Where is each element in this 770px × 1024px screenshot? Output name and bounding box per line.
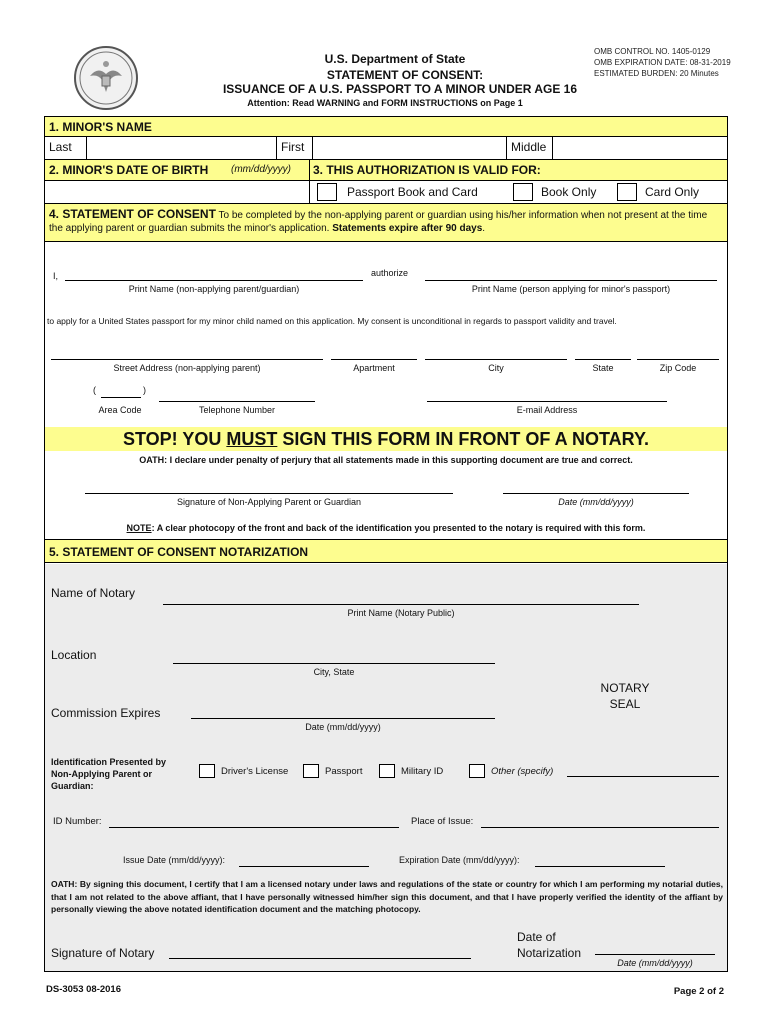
city-field[interactable]	[425, 359, 567, 360]
omb-burden: ESTIMATED BURDEN: 20 Minutes	[594, 69, 719, 78]
book-only-checkbox[interactable]	[513, 183, 533, 201]
page-number: Page 2 of 2	[673, 986, 724, 997]
telephone-field[interactable]	[159, 401, 315, 402]
issue-date-field[interactable]	[239, 866, 369, 867]
form-id: DS-3053 08-2016	[46, 984, 121, 995]
area-paren-open: (	[93, 385, 96, 395]
first-label: First	[277, 137, 313, 159]
id-presented-label: Identification Presented by Non-Applying Parent or Guardian:	[51, 757, 167, 791]
zip-label: Zip Code	[659, 363, 697, 373]
place-of-issue-field[interactable]	[481, 827, 719, 828]
section4-intro: To be completed by the non-applying parent or guardian using his/her information when not present at the time the applying parent or guardian submits the minor's application.	[49, 210, 708, 234]
authorize-label: authorize	[371, 268, 409, 278]
omb-control: OMB CONTROL NO. 1405-0129	[594, 47, 711, 56]
expiration-date-field[interactable]	[535, 866, 665, 867]
zip-field[interactable]	[637, 359, 719, 360]
notary-seal-label-1: NOTARY	[600, 681, 650, 695]
divider	[309, 160, 310, 180]
notary-seal-label-2: SEAL	[609, 697, 641, 711]
note-label: NOTE	[126, 523, 152, 533]
place-of-issue-label: Place of Issue:	[411, 816, 474, 827]
last-name-field[interactable]	[87, 137, 277, 159]
area-paren-close: )	[143, 385, 146, 395]
nonapplying-date-label: Date (mm/dd/yyyy)	[558, 497, 634, 507]
card-only-checkbox[interactable]	[617, 183, 637, 201]
notarization-date-field[interactable]	[595, 954, 715, 955]
stop-banner	[45, 427, 727, 451]
nonapplying-signature-field[interactable]	[85, 493, 453, 494]
stop-text-post: SIGN THIS FORM IN FRONT OF A NOTARY.	[282, 429, 650, 449]
apartment-field[interactable]	[331, 359, 417, 360]
card-only-label: Card Only	[645, 185, 700, 199]
department-seal	[74, 46, 138, 110]
expiration-date-label: Expiration Date (mm/dd/yyyy):	[399, 855, 520, 865]
notary-signature-field[interactable]	[169, 958, 471, 959]
commission-expires-label: Commission Expires	[51, 706, 161, 720]
department-name: U.S. Department of State	[324, 52, 466, 66]
middle-name-field[interactable]	[553, 137, 727, 159]
stop-text-pre: STOP! YOU	[122, 429, 222, 449]
form-body	[44, 116, 728, 972]
form-title-2: ISSUANCE OF A U.S. PASSPORT TO A MINOR UNDER AGE 16	[222, 82, 578, 96]
street-field[interactable]	[51, 359, 323, 360]
nonapplying-name-field[interactable]	[65, 280, 363, 281]
notary-area	[45, 564, 727, 971]
section2-title: 2. MINOR'S DATE OF BIRTH	[49, 163, 209, 177]
area-code-label: Area Code	[98, 405, 142, 415]
section2-3-header	[45, 160, 727, 181]
email-field[interactable]	[427, 401, 667, 402]
city-label: City	[488, 363, 504, 373]
id-number-label: ID Number:	[53, 816, 102, 827]
applying-name-field[interactable]	[425, 280, 717, 281]
military-id-checkbox[interactable]	[379, 764, 395, 778]
nonapplying-signature-label: Signature of Non-Applying Parent or Guardian	[176, 497, 362, 507]
dob-format: (mm/dd/yyyy)	[231, 164, 291, 175]
section1-header: 1. MINOR'S NAME	[45, 117, 727, 137]
notarization-date-label: Date (mm/dd/yyyy)	[617, 958, 693, 968]
other-label: Other (specify)	[491, 766, 554, 777]
section4-header: 4. STATEMENT OF CONSENT To be completed by the non-applying parent or guardian using his/her information when not present at the time the applying parent or guardian submits the minor's application. Statements expire after 90 days.	[45, 204, 727, 242]
book-and-card-label: Passport Book and Card	[347, 185, 478, 199]
section4-title: 4. STATEMENT OF CONSENT	[49, 207, 216, 221]
other-specify-field[interactable]	[567, 776, 719, 777]
minor-name-row	[45, 137, 727, 160]
date-of-label: Date of	[517, 930, 556, 944]
book-and-card-checkbox[interactable]	[317, 183, 337, 201]
area-code-field[interactable]	[101, 397, 141, 398]
passport-label: Passport	[325, 766, 363, 777]
notary-oath: OATH: By signing this document, I certify that I am a licensed notary under laws and regulations of the state or country for which I am performing my notarial duties, that I am not related to the above affiant, that I have personally witnessed him/her sign this document, and that I have properly verified the identity of the affiant by personally viewing the above notated identification document and the matching photocopy.	[51, 879, 723, 914]
note-line	[45, 523, 727, 533]
passport-checkbox[interactable]	[303, 764, 319, 778]
i-label: I,	[53, 271, 59, 281]
issue-date-label: Issue Date (mm/dd/yyyy):	[123, 855, 226, 865]
print-notary-label: Print Name (Notary Public)	[347, 608, 455, 618]
notarization-label: Notarization	[517, 946, 582, 960]
telephone-label: Telephone Number	[198, 405, 276, 415]
book-only-label: Book Only	[541, 185, 597, 199]
eagle-seal-icon	[76, 48, 136, 108]
city-state-label: City, State	[313, 667, 355, 677]
state-label: State	[592, 363, 614, 373]
dob-field[interactable]	[45, 181, 310, 203]
oath-nonapplying: OATH: I declare under penalty of perjury that all statements made in this supporting document are true and correct.	[139, 455, 633, 465]
form-title-1: STATEMENT OF CONSENT:	[326, 68, 484, 82]
commission-date-label: Date (mm/dd/yyyy)	[305, 722, 381, 732]
drivers-license-label: Driver's License	[221, 766, 289, 777]
id-number-field[interactable]	[109, 827, 399, 828]
middle-label: Middle	[507, 137, 553, 159]
attention-note: Attention: Read WARNING and FORM INSTRUCTIONS on Page 1	[247, 98, 523, 108]
drivers-license-checkbox[interactable]	[199, 764, 215, 778]
street-label: Street Address (non-applying parent)	[113, 363, 261, 373]
first-name-field[interactable]	[313, 137, 507, 159]
nonapplying-date-field[interactable]	[503, 493, 689, 494]
nonapplying-name-label: Print Name (non-applying parent/guardian)	[128, 284, 300, 294]
apartment-label: Apartment	[353, 363, 395, 373]
omb-expiration: OMB EXPIRATION DATE: 08-31-2019	[594, 58, 731, 67]
note-text: : A clear photocopy of the front and back of the identification you presented to the notary is required with this form.	[151, 523, 646, 533]
email-label: E-mail Address	[516, 405, 578, 415]
state-field[interactable]	[575, 359, 631, 360]
other-checkbox[interactable]	[469, 764, 485, 778]
section5-header: 5. STATEMENT OF CONSENT NOTARIZATION	[45, 539, 727, 563]
consent-text: to apply for a United States passport for my minor child named on this application. My consent is unconditional in regards to passport validity and travel.	[47, 316, 617, 326]
dob-valid-row	[45, 181, 727, 204]
commission-date-field[interactable]	[191, 718, 495, 719]
name-of-notary-label: Name of Notary	[51, 586, 136, 600]
signature-of-notary-label: Signature of Notary	[51, 946, 155, 960]
military-id-label: Military ID	[401, 766, 444, 777]
stop-must: MUST	[226, 429, 278, 449]
location-field[interactable]	[173, 663, 495, 664]
section4-expire: Statements expire after 90 days	[332, 223, 483, 234]
notary-name-field[interactable]	[163, 604, 639, 605]
applying-name-label: Print Name (person applying for minor's passport)	[471, 284, 671, 294]
section3-title: 3. THIS AUTHORIZATION IS VALID FOR:	[313, 163, 541, 177]
location-label: Location	[51, 648, 97, 662]
last-label: Last	[45, 137, 87, 159]
stop-text	[45, 427, 727, 450]
